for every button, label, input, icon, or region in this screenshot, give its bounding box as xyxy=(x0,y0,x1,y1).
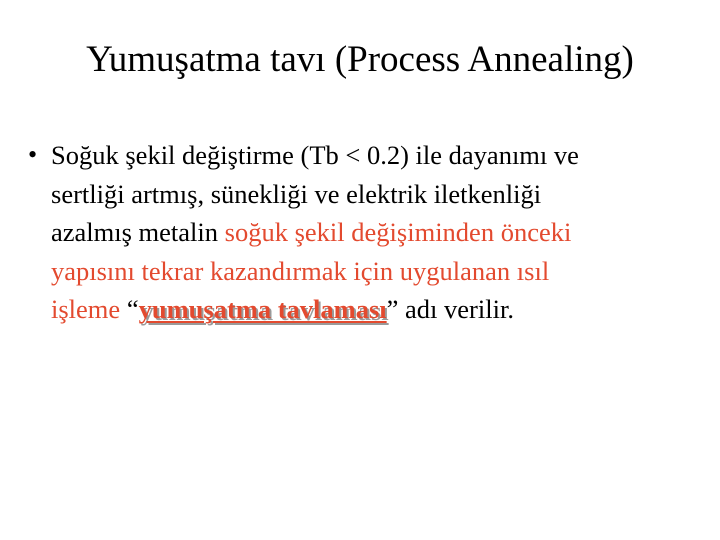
bullet-line-4-highlight: yapısını tekrar kazandırmak için uygulanan ısıl xyxy=(51,255,550,286)
bullet-line-3 xyxy=(51,213,711,252)
bullet-line-3-highlight: soğuk şekil değişiminden önceki xyxy=(224,217,572,247)
bullet-line-5-highlight-prefix: işleme xyxy=(51,294,121,324)
bullet-marker: • xyxy=(28,140,38,169)
bullet-line-3-plain: azalmış metalin xyxy=(51,217,225,247)
bullet-line-5 xyxy=(51,290,711,329)
close-quote: ” xyxy=(386,294,399,324)
slide-title: Yumuşatma tavı (Process Annealing) xyxy=(86,39,634,80)
bullet-line-5-suffix: adı verilir. xyxy=(398,294,514,324)
bullet-text xyxy=(51,136,711,329)
open-quote: “ xyxy=(120,294,139,324)
emphasized-term: yumuşatma tavlaması xyxy=(138,294,387,324)
bullet-line-2: sertliği artmış, sünekliği ve elektrik iletkenliği xyxy=(51,178,542,209)
bullet-line-1: Soğuk şekil değiştirme (Tb < 0.2) ile dayanımı ve xyxy=(51,140,579,170)
